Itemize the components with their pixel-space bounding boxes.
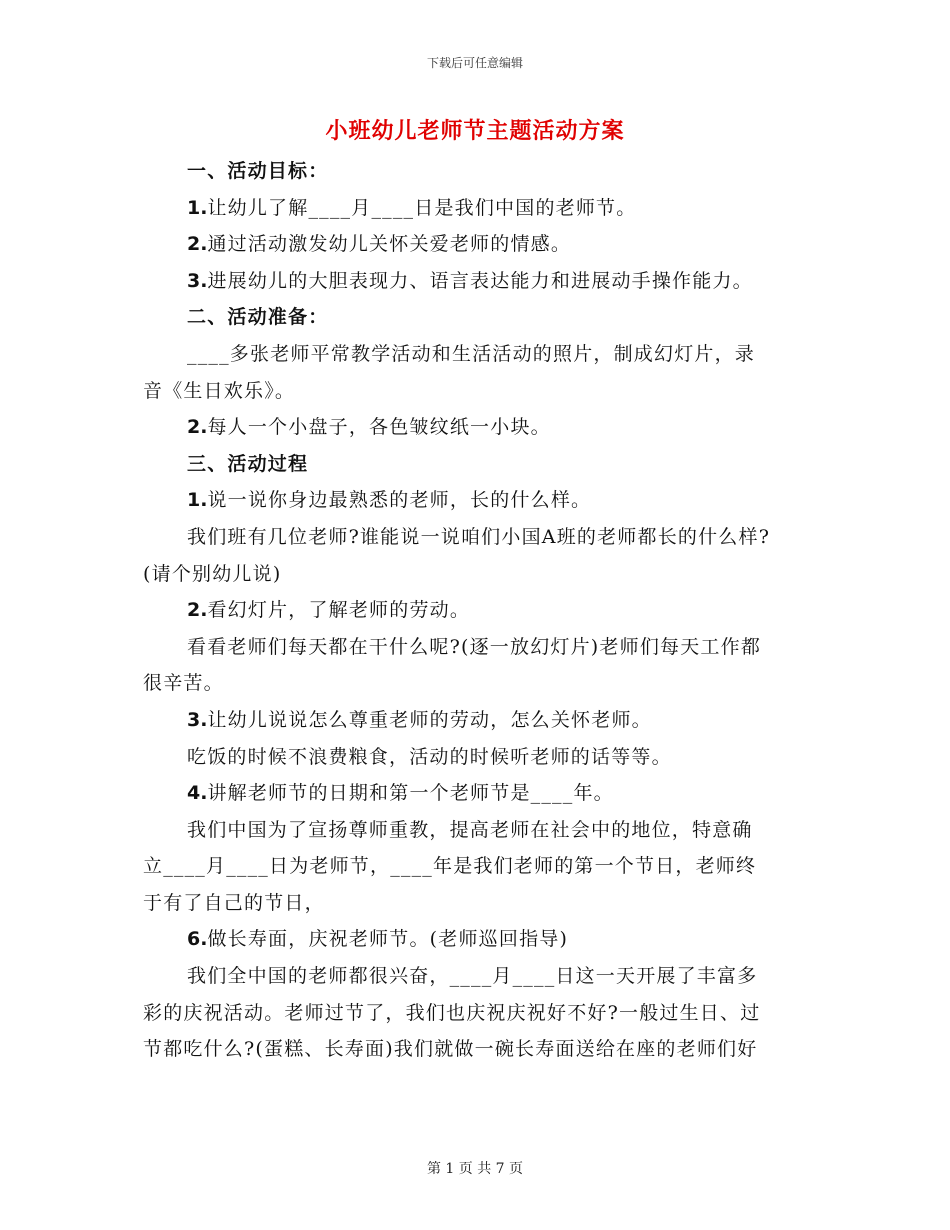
paragraph-line (143, 812, 808, 849)
line-text: 彩的庆祝活动。老师过节了，我们也庆祝庆祝好不好?一般过生日、过 (143, 1001, 761, 1024)
paragraph-line (143, 958, 808, 995)
section-heading (143, 153, 808, 190)
section-heading (143, 299, 808, 336)
paragraph-line (143, 336, 808, 373)
paragraph-line (143, 702, 808, 739)
paragraph-line (143, 409, 808, 446)
paragraph-line (143, 519, 808, 556)
paragraph-line (143, 995, 808, 1032)
line-text: 做长寿面，庆祝老师节。(老师巡回指导) (207, 928, 569, 951)
line-text: 看看老师们每天都在干什么呢?(逐一放幻灯片)老师们每天工作都 (187, 635, 762, 658)
item-number: 6. (187, 928, 208, 951)
line-text: 一、活动目标： (187, 160, 329, 182)
page-number: 第 1 页 共 7 页 (426, 1161, 524, 1177)
paragraph-line (143, 482, 808, 519)
item-number: 4. (187, 782, 208, 805)
line-text: 我们班有几位老师?谁能说一说咱们小国A班的老师都长的什么样? (187, 525, 771, 548)
paragraph-line (143, 1031, 808, 1068)
paragraph-line (143, 665, 808, 702)
item-number: 1. (187, 489, 208, 512)
line-text: 看幻灯片，了解老师的劳动。 (207, 599, 471, 622)
line-text: 让幼儿说说怎么尊重老师的劳动，怎么关怀老师。 (207, 708, 652, 731)
paragraph-line (143, 739, 808, 776)
line-text: 让幼儿了解____月____日是我们中国的老师节。 (207, 196, 637, 219)
item-number: 3. (187, 269, 208, 292)
paragraph-line (143, 556, 808, 593)
line-text: ____多张老师平常教学活动和生活活动的照片，制成幻灯片，录 (187, 342, 756, 365)
item-number: 3. (187, 708, 208, 731)
line-text: 于有了自己的节日， (143, 891, 325, 914)
paragraph-line (143, 263, 808, 300)
line-text: 通过活动激发幼儿关怀关爱老师的情感。 (207, 233, 572, 256)
line-text: 说一说你身边最熟悉的老师，长的什么样。 (207, 489, 592, 512)
paragraph-line (143, 373, 808, 410)
line-text: 节都吃什么?(蛋糕、长寿面)我们就做一碗长寿面送给在座的老师们好 (143, 1038, 758, 1061)
line-text: (请个别幼儿说) (143, 562, 282, 585)
item-number: 2. (187, 599, 208, 622)
paragraph-line (143, 921, 808, 958)
item-number: 2. (187, 233, 208, 256)
line-text: 音《生日欢乐》。 (143, 379, 296, 402)
line-text: 立____月____日为老师节，____年是我们老师的第一个节日，老师终 (143, 855, 757, 878)
line-text: 讲解老师节的日期和第一个老师节是____年。 (207, 782, 614, 805)
section-heading (143, 446, 808, 483)
paragraph-line (143, 775, 808, 812)
line-text: 我们中国为了宣扬尊师重教，提高老师在社会中的地位，特意确 (187, 818, 753, 841)
paragraph-line (143, 592, 808, 629)
line-text: 三、活动过程 (187, 452, 309, 475)
paragraph-line (143, 226, 808, 263)
line-text: 吃饭的时候不浪费粮食，活动的时候听老师的话等等。 (187, 745, 672, 768)
item-number: 2. (187, 416, 208, 439)
line-text: 我们全中国的老师都很兴奋，____月____日这一天开展了丰富多 (187, 965, 758, 988)
document-title: 小班幼儿老师节主题活动方案 (325, 118, 625, 144)
paragraph-line (143, 848, 808, 885)
line-text: 很辛苦。 (143, 672, 224, 695)
item-number: 1. (187, 196, 208, 219)
paragraph-line (143, 629, 808, 666)
paragraph-line (143, 190, 808, 227)
document-body (143, 153, 808, 1068)
line-text: 每人一个小盘子，各色皱纹纸一小块。 (207, 416, 551, 439)
header-note: 下载后可任意编辑 (426, 56, 523, 70)
line-text: 二、活动准备： (187, 306, 329, 329)
paragraph-line (143, 885, 808, 922)
line-text: 进展幼儿的大胆表现力、语言表达能力和进展动手操作能力。 (207, 269, 753, 292)
